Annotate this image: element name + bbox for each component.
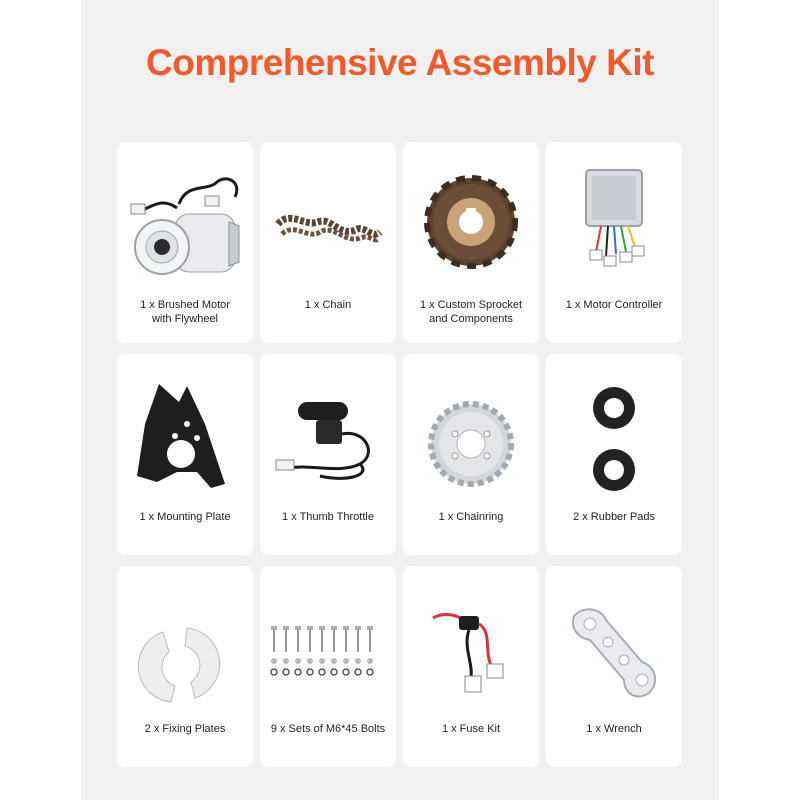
thumb-throttle-icon: [260, 364, 396, 499]
fixing-plates-icon: [117, 576, 253, 711]
kit-item-label: 1 x Chainring: [438, 511, 504, 523]
wrench-icon: [546, 576, 682, 711]
page-title: Comprehensive Assembly Kit: [146, 42, 654, 83]
motor-controller-icon: [546, 152, 682, 287]
kit-item-label: 1 x Brushed Motor with Flywheel: [140, 299, 230, 325]
kit-item-brushed-motor: [117, 142, 253, 343]
kit-item-label: 1 x Thumb Throttle: [282, 511, 374, 523]
kit-item-rubber-pads: [546, 354, 682, 555]
kit-item-label: 1 x Fuse Kit: [441, 723, 501, 735]
kit-item-fuse-kit: [403, 566, 539, 767]
kit-item-label: 2 x Rubber Pads: [573, 511, 655, 523]
bolts-icon: [260, 576, 396, 711]
mounting-plate-icon: [117, 364, 253, 499]
kit-item-fixing-plates: [117, 566, 253, 767]
kit-item-label: 1 x Mounting Plate: [139, 511, 231, 523]
kit-grid: [117, 142, 682, 767]
sprocket-icon: [403, 152, 539, 287]
kit-item-thumb-throttle: [260, 354, 396, 555]
chainring-icon: [403, 364, 539, 499]
kit-item-mounting-plate: [117, 354, 253, 555]
kit-item-label: 1 x Motor Controller: [565, 299, 663, 311]
kit-item-label: 9 x Sets of M6*45 Bolts: [270, 723, 386, 735]
kit-item-motor-controller: [546, 142, 682, 343]
kit-item-label: 2 x Fixing Plates: [144, 723, 226, 735]
kit-item-label: 1 x Wrench: [586, 723, 642, 735]
rubber-pads-icon: [546, 364, 682, 499]
chain-icon: [260, 152, 396, 287]
kit-item-label: 1 x Custom Sprocket and Components: [419, 299, 523, 325]
kit-item-label: 1 x Chain: [304, 299, 352, 311]
brushed-motor-icon: [117, 152, 253, 287]
kit-item-bolts: [260, 566, 396, 767]
kit-item-wrench: [546, 566, 682, 767]
kit-item-chainring: [403, 354, 539, 555]
product-infographic: [81, 0, 719, 800]
kit-item-sprocket: [403, 142, 539, 343]
kit-item-chain: [260, 142, 396, 343]
fuse-kit-icon: [403, 576, 539, 711]
